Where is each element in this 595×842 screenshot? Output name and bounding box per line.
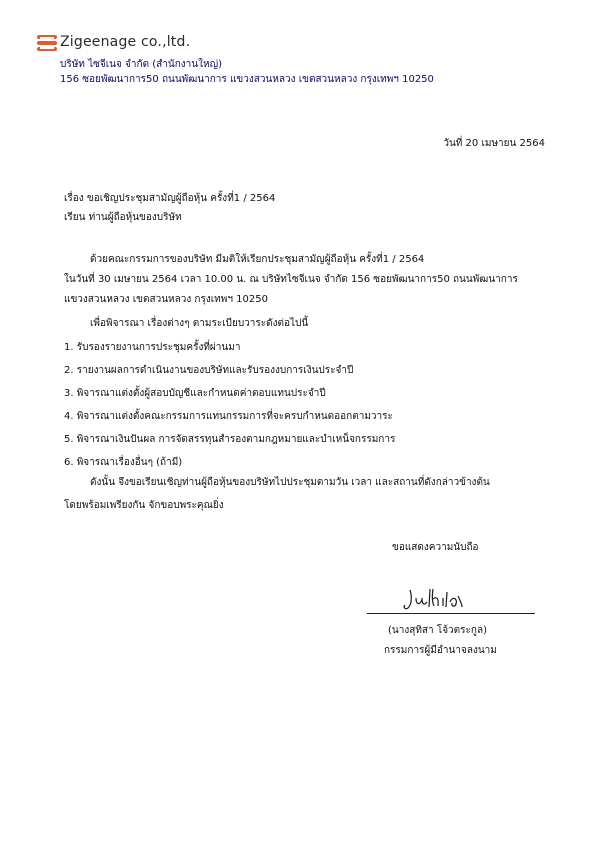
logo-text: Zigeenage co.,ltd. (60, 34, 191, 50)
agenda-item: 5. พิจารณาเงินปันผล การจัดสรรทุนสำรองตามกฎหมายและบำเหน็จกรรมการ (64, 434, 396, 445)
letter-recipient: เรียน ท่านผู้ถือหุ้นของบริษัท (64, 212, 182, 223)
agenda-item: 6. พิจารณาเรื่องอื่นๆ (ถ้ามี) (64, 457, 183, 468)
letter-subject: เรื่อง ขอเชิญประชุมสามัญผู้ถือหุ้น ครั้งที่1 / 2564 (64, 193, 276, 204)
signature-image (400, 586, 490, 612)
agenda-item: 4. พิจารณาแต่งตั้งคณะกรรมการแทนกรรมการที่จะครบกำหนดออกตามวาระ (64, 411, 393, 422)
agenda-intro: เพื่อพิจารณา เรื่องต่างๆ ตามระเบียบวาระดังต่อไปนี้ (90, 318, 309, 329)
paragraph-line: แขวงสวนหลวง เขตสวนหลวง กรุงเทพฯ 10250 (64, 294, 268, 305)
paragraph-line: ด้วยคณะกรรมการของบริษัท มีมติให้เรียกประชุมสามัญผู้ถือหุ้น ครั้งที่1 / 2564 (90, 254, 425, 265)
regards-text: ขอแสดงความนับถือ (392, 542, 479, 553)
closing-line: โดยพร้อมเพรียงกัน จักขอบพระคุณยิ่ง (64, 500, 224, 511)
company-logo-icon (37, 35, 57, 51)
paragraph-line: ในวันที่ 30 เมษายน 2564 เวลา 10.00 น. ณ บริษัทไซจีเนจ จำกัด 156 ซอยพัฒนาการ50 ถนนพัฒนาการ (64, 274, 518, 285)
agenda-item: 3. พิจารณาแต่งตั้งผู้สอบบัญชีและกำหนดค่าตอบแทนประจำปี (64, 388, 326, 399)
agenda-item: 1. รับรองรายงานการประชุมครั้งที่ผ่านมา (64, 342, 241, 353)
letter-date: วันที่ 20 เมษายน 2564 (443, 138, 545, 149)
closing-line: ดังนั้น จึงขอเรียนเชิญท่านผู้ถือหุ้นของบริษัทไปประชุมตามวัน เวลา และสถานที่ดังกล่าวข้างต้น (90, 477, 490, 488)
signer-title: กรรมการผู้มีอำนาจลงนาม (384, 645, 497, 656)
signature-line (367, 613, 535, 614)
company-name: บริษัท ไซจีเนจ จำกัด (สำนักงานใหญ่) (60, 59, 222, 70)
signer-name: (นางสุทิสา โจ้วตระกูล) (388, 625, 487, 636)
company-address: 156 ซอยพัฒนาการ50 ถนนพัฒนาการ แขวงสวนหลวง เขตสวนหลวง กรุงเทพฯ 10250 (60, 74, 434, 85)
agenda-item: 2. รายงานผลการดำเนินงานของบริษัทและรับรองงบการเงินประจำปี (64, 365, 354, 376)
